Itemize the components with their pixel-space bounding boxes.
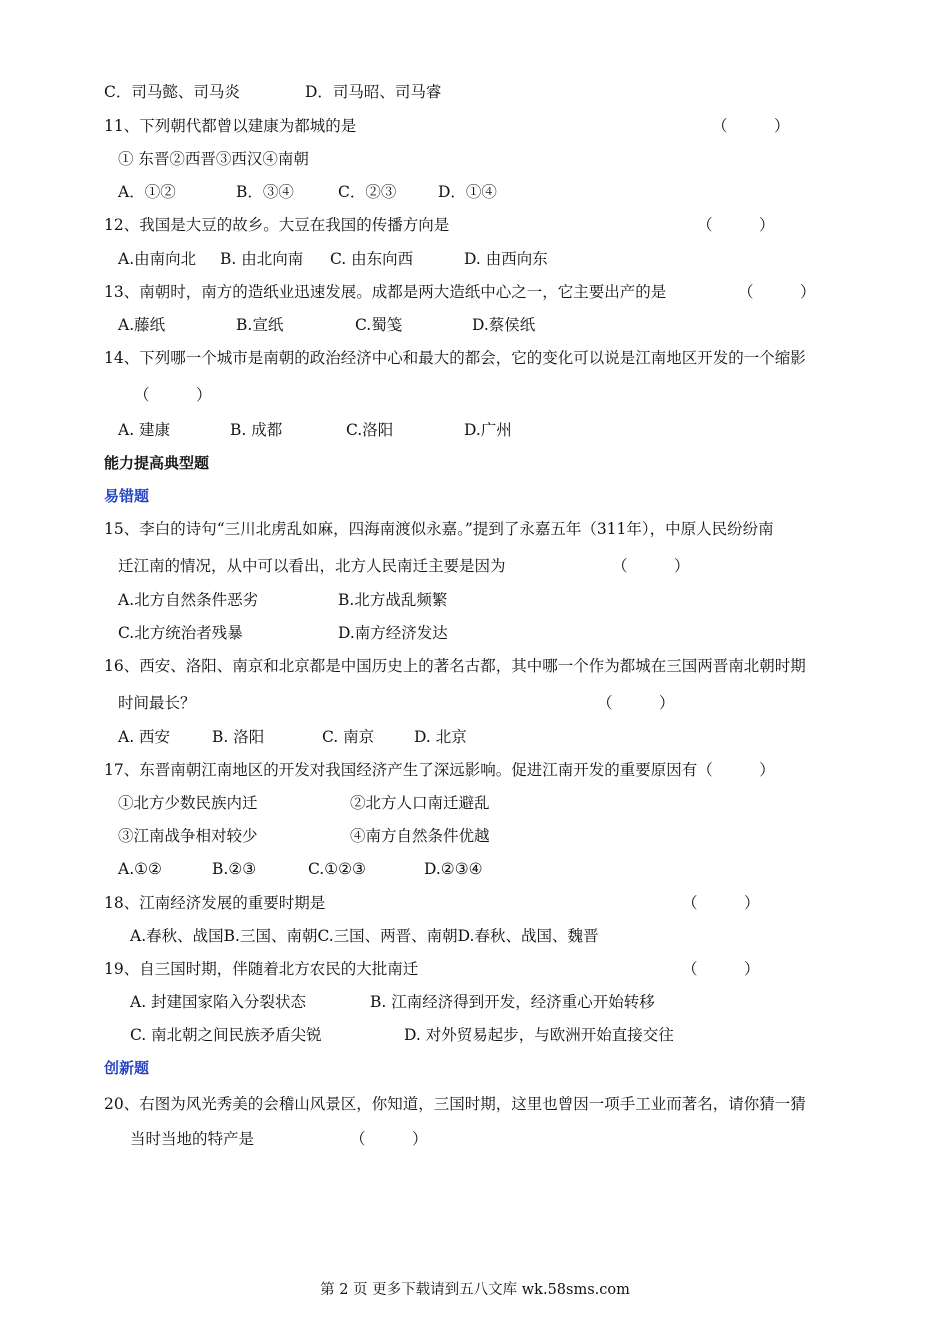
page-footer: 第 2 页 更多下载请到五八文库 wk.58sms.com <box>320 1282 630 1298</box>
section-heading-innovation: 创新题 <box>104 1059 150 1077</box>
q12-stem: 12、我国是大豆的故乡。大豆在我国的传播方向是 <box>104 216 450 234</box>
q15-option-b: B.北方战乱频繁 <box>338 591 448 609</box>
q14-option-d: D.广州 <box>464 421 512 439</box>
q15-stem-line1: 15、李白的诗句“三川北虏乱如麻，四海南渡似永嘉。”提到了永嘉五年（311年），中原人民纷纷南 <box>104 520 774 538</box>
q12-answer-blank: （ ） <box>697 216 775 234</box>
q17-item-3: ③江南战争相对较少 <box>118 827 258 845</box>
q20-answer-blank: （ ） <box>350 1130 428 1148</box>
q15-option-c: C.北方统治者残暴 <box>118 624 243 642</box>
q14-option-b: B. 成都 <box>230 421 283 439</box>
q16-answer-blank: （ ） <box>597 694 675 712</box>
q13-option-d: D.蔡侯纸 <box>472 316 536 334</box>
q13-option-c: C.蜀笺 <box>355 316 403 334</box>
q17-option-a: A.①② <box>118 860 162 878</box>
q12-option-a: A.由南向北 <box>118 250 197 268</box>
q19-option-c: C. 南北朝之间民族矛盾尖锐 <box>130 1026 322 1044</box>
q13-option-a: A.藤纸 <box>118 316 166 334</box>
q18-answer-blank: （ ） <box>682 894 760 912</box>
q15-option-a: A.北方自然条件恶劣 <box>118 591 259 609</box>
q17-item-2: ②北方人口南迁避乱 <box>350 794 490 812</box>
q10-option-c: C．司马懿、司马炎 <box>104 83 240 101</box>
q17-option-c: C.①②③ <box>308 860 366 878</box>
q17-option-b: B.②③ <box>212 860 257 878</box>
q12-option-b: B. 由北向南 <box>220 250 304 268</box>
q12-option-d: D. 由西向东 <box>464 250 548 268</box>
q11-option-a: A．①② <box>118 183 176 201</box>
q18-stem: 18、江南经济发展的重要时期是 <box>104 894 326 912</box>
q14-option-a: A. 建康 <box>118 421 171 439</box>
q15-option-d: D.南方经济发达 <box>338 624 448 642</box>
q11-option-b: B．③④ <box>236 183 294 201</box>
q20-stem-line2: 当时当地的特产是 <box>130 1130 255 1148</box>
q12-option-c: C. 由东向西 <box>330 250 414 268</box>
q17-item-1: ①北方少数民族内迁 <box>118 794 258 812</box>
q18-options: A.春秋、战国B.三国、南朝C.三国、两晋、南朝D.春秋、战国、魏晋 <box>130 927 599 945</box>
q16-stem-line2: 时间最长？ <box>118 694 196 712</box>
q11-stem: 11、下列朝代都曾以建康为都城的是 <box>104 117 357 135</box>
q16-option-a: A. 西安 <box>118 728 171 746</box>
q19-answer-blank: （ ） <box>682 960 760 978</box>
section-heading-error-prone: 易错题 <box>104 487 150 505</box>
q14-option-c: C.洛阳 <box>346 421 394 439</box>
q17-stem: 17、东晋南朝江南地区的开发对我国经济产生了深远影响。促进江南开发的重要原因有（ ） <box>104 761 775 779</box>
q16-option-d: D. 北京 <box>414 728 467 746</box>
q15-answer-blank: （ ） <box>612 557 690 575</box>
q15-stem-line2: 迁江南的情况，从中可以看出，北方人民南迁主要是因为 <box>118 557 506 575</box>
q20-stem-line1: 20、右图为风光秀美的会稽山风景区，你知道，三国时期，这里也曾因一项手工业而著名，请你猜一猜 <box>104 1095 806 1113</box>
q16-stem-line1: 16、西安、洛阳、南京和北京都是中国历史上的著名古都，其中哪一个作为都城在三国两晋南北朝时期 <box>104 657 806 675</box>
section-heading-ability: 能力提高典型题 <box>104 454 210 472</box>
q19-stem: 19、自三国时期，伴随着北方农民的大批南迁 <box>104 960 419 978</box>
q11-option-c: C．②③ <box>338 183 397 201</box>
q19-option-b: B. 江南经济得到开发，经济重心开始转移 <box>370 993 655 1011</box>
q16-option-b: B. 洛阳 <box>212 728 265 746</box>
q13-stem: 13、南朝时，南方的造纸业迅速发展。成都是两大造纸中心之一，它主要出产的是 <box>104 283 667 301</box>
q17-option-d: D.②③④ <box>424 860 483 878</box>
q17-item-4: ④南方自然条件优越 <box>350 827 490 845</box>
q11-items: ① 东晋②西晋③西汉④南朝 <box>118 150 309 168</box>
q14-stem: 14、下列哪一个城市是南朝的政治经济中心和最大的都会，它的变化可以说是江南地区开发的一个缩影 <box>104 349 806 367</box>
q11-option-d: D．①④ <box>438 183 497 201</box>
q19-option-d: D. 对外贸易起步，与欧洲开始直接交往 <box>404 1026 674 1044</box>
q19-option-a: A. 封建国家陷入分裂状态 <box>130 993 307 1011</box>
q16-option-c: C. 南京 <box>322 728 375 746</box>
q14-answer-blank: （ ） <box>134 386 212 404</box>
q10-option-d: D．司马昭、司马睿 <box>305 83 442 101</box>
q13-option-b: B.宣纸 <box>236 316 284 334</box>
q13-answer-blank: （ ） <box>738 283 816 301</box>
q11-answer-blank: （ ） <box>712 117 790 135</box>
